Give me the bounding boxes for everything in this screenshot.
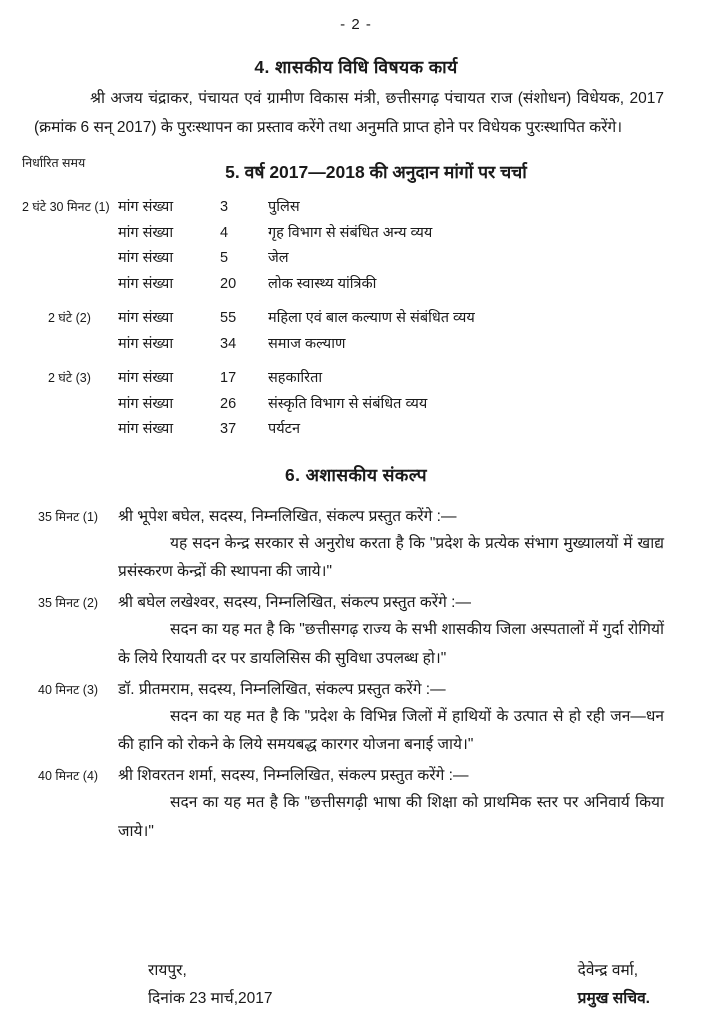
demand-label: मांग संख्या (118, 310, 174, 327)
signatory-name: देवेन्द्र वर्मा, (577, 962, 639, 980)
resolution-body: सदन का यह मत है कि "छत्तीसगढ़ी भाषा की शिक्षा को प्राथमिक स्तर पर अनिवार्य किया जाये।" (118, 794, 664, 840)
resolution-body: यह सदन केन्द्र सरकार से अनुरोध करता है कि "प्रदेश के प्रत्येक संभाग मुख्यालयों में खाद्य प्रसंस्करण केन्द्रों की स्थापना की जाये।" (118, 534, 664, 581)
list-item (0, 762, 712, 846)
demand-time: 2 घंटे 30 मिनट (1) (22, 200, 110, 215)
demand-description: गृह विभाग से संबंधित अन्य व्यय (268, 224, 433, 241)
table-row (0, 196, 712, 218)
table-row (0, 307, 712, 329)
resolutions-list (0, 503, 712, 847)
demand-description: समाज कल्याण (268, 335, 346, 352)
resolution-mover: श्री शिवरतन शर्मा, सदस्य, निम्नलिखित, संकल्प प्रस्तुत करेंगे :— (118, 766, 469, 784)
section-heading-govt-legislative: 4. शासकीय विधि विषयक कार्य (254, 57, 458, 77)
demand-number: 3 (220, 199, 229, 216)
footer-signatory (578, 957, 650, 1013)
demand-time: 2 घंटे (3) (48, 371, 91, 386)
table-row (0, 367, 712, 389)
footer-place-date (148, 957, 273, 1013)
demand-description: लोक स्वास्थ्य यांत्रिकी (268, 275, 377, 292)
demand-group (0, 367, 712, 440)
signatory-title: प्रमुख सचिव. (577, 990, 650, 1008)
demand-description: संस्कृति विभाग से संबंधित व्यय (268, 395, 428, 412)
resolution-mover: डॉ. प्रीतमराम, सदस्य, निम्नलिखित, संकल्प प्रस्तुत करेंगे :— (118, 680, 446, 698)
document-footer (0, 957, 712, 1013)
resolution-time: 40 मिनट (3) (38, 682, 99, 697)
section-heading-non-govt-resolutions: 6. अशासकीय संकल्प (285, 464, 427, 485)
demand-label: मांग संख्या (118, 421, 174, 438)
demand-label: मांग संख्या (118, 250, 174, 267)
demand-number: 55 (220, 310, 237, 327)
resolution-body: सदन का यह मत है कि "प्रदेश के विभिन्न जिलों में हाथियों के उत्पात से हो रही जन—धन की हानि को रोकने के लिये समयबद्ध कारगर योजना बनाई जाये।" (118, 707, 664, 754)
demand-number: 37 (220, 421, 237, 438)
demand-label: मांग संख्या (118, 224, 174, 241)
demand-number: 4 (220, 224, 229, 241)
resolution-header (0, 503, 712, 530)
demand-number: 26 (220, 395, 237, 412)
resolution-body: सदन का यह मत है कि "छत्तीसगढ़ राज्य के सभी शासकीय जिला अस्पतालों में गुर्दा रोगियों के लिये रियायती दर पर डायलिसिस की सुविधा उपलब्ध हो।" (118, 621, 664, 667)
demand-label: मांग संख्या (118, 275, 174, 292)
demand-group (0, 196, 712, 295)
demand-description: पुलिस (268, 199, 300, 216)
demand-label: मांग संख्या (118, 199, 174, 216)
resolution-mover: श्री बघेल लखेश्वर, सदस्य, निम्नलिखित, संकल्प प्रस्तुत करेंगे :— (118, 594, 471, 612)
resolution-time: 35 मिनट (2) (38, 596, 99, 611)
table-row (0, 273, 712, 295)
demand-label: मांग संख्या (118, 335, 174, 352)
resolution-header (0, 676, 712, 703)
resolution-header (0, 762, 712, 789)
demand-number: 20 (220, 275, 237, 292)
table-row (0, 418, 712, 440)
section-paragraph-govt-legislative: श्री अजय चंद्राकर, पंचायत एवं ग्रामीण विकास मंत्री, छत्तीसगढ़ पंचायत राज (संशोधन) विधेयक, 2017 (क्रमांक 6 सन् 2017) के पुरःस्थापन का प्रस्ताव करेंगे तथा अनुमति प्राप्त होने पर विधेयक पुरःस्थापित करेंगे। (34, 90, 664, 136)
list-item (0, 676, 712, 760)
footer-place: रायपुर, (148, 962, 187, 980)
list-item (0, 589, 712, 673)
demand-group (0, 307, 712, 355)
time-column-label: निर्धारित समय (22, 156, 86, 171)
demand-label: मांग संख्या (118, 370, 174, 387)
demand-description: सहकारिता (268, 370, 323, 387)
demands-section (0, 156, 712, 440)
table-row (0, 333, 712, 355)
table-row (0, 247, 712, 269)
footer-date: दिनांक 23 मार्च,2017 (148, 990, 273, 1008)
demand-description: पर्यटन (268, 421, 301, 438)
demand-number: 5 (220, 250, 229, 267)
section-heading-demands: 5. वर्ष 2017—2018 की अनुदान मांगों पर चर्चा (225, 162, 527, 183)
resolution-header (0, 589, 712, 616)
list-item (0, 503, 712, 587)
table-row (0, 393, 712, 415)
demand-description: महिला एवं बाल कल्याण से संबंधित व्यय (268, 310, 475, 327)
demand-time: 2 घंटे (2) (48, 311, 91, 326)
resolution-mover: श्री भूपेश बघेल, सदस्य, निम्नलिखित, संकल्प प्रस्तुत करेंगे :— (118, 507, 457, 525)
table-row (0, 222, 712, 244)
resolution-time: 40 मिनट (4) (38, 768, 99, 783)
page-number: - 2 - (340, 16, 372, 33)
demand-number: 17 (220, 370, 237, 387)
demand-number: 34 (220, 335, 237, 352)
resolution-time: 35 मिनट (1) (38, 509, 99, 524)
demand-label: मांग संख्या (118, 395, 174, 412)
demand-description: जेल (268, 250, 289, 267)
